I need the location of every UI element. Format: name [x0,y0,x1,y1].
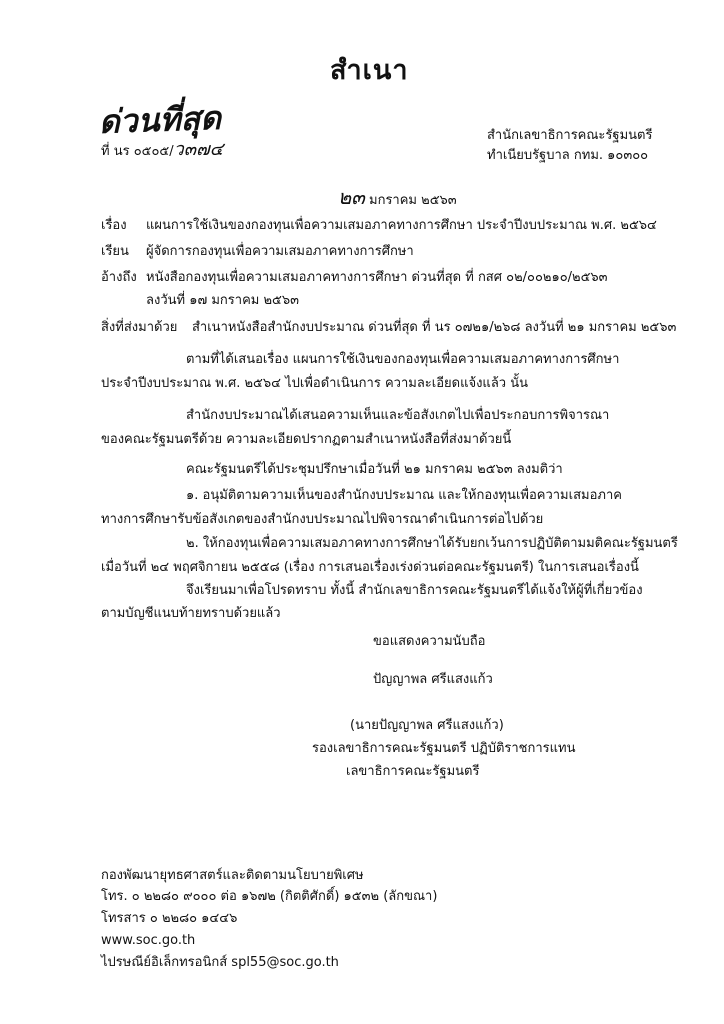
reference-label: อ้างถึง [101,270,137,285]
paragraph-3: คณะรัฐมนตรีได้ประชุมปรึกษาเมื่อวันที่ ๒๑ มกราคม ๒๕๖๓ ลงมติว่า [186,462,563,477]
footer-division: กองพัฒนายุทธศาสตร์และติดตามนโยบายพิเศษ [101,868,364,883]
paragraph-4-line-2: ตามบัญชีแนบท้ายทราบด้วยแล้ว [101,606,281,621]
resolution-item-2-line-2: เมื่อวันที่ ๒๔ พฤศจิกายน ๒๕๕๘ (เรื่อง การเสนอเรื่องเร่งด่วนต่อคณะรัฐมนตรี) ในการเสนอเรื่องนี้ [101,560,639,575]
paragraph-2-line-2: ของคณะรัฐมนตรีด้วย ความละเอียดปรากฏตามสำเนาหนังสือที่ส่งมาด้วยนี้ [101,432,512,447]
subject-text: แผนการใช้เงินของกองทุนเพื่อความเสมอภาคทางการศึกษา ประจำปีงบประมาณ พ.ศ. ๒๕๖๔ [146,218,657,233]
reference-text-line-1: หนังสือกองทุนเพื่อความเสมอภาคทางการศึกษา ด่วนที่สุด ที่ กสศ ๐๒/๐๐๒๑๐/๒๕๖๓ [146,270,608,285]
reference-prefix: ที่ นร [101,144,130,159]
office-address-line-2: ทำเนียบรัฐบาล กทม. ๑๐๓๐๐ [487,148,649,163]
reference-number [101,139,224,160]
resolution-item-1-line-1: ๑. อนุมัติตามความเห็นของสำนักงบประมาณ และให้กองทุนเพื่อความเสมอภาค [186,488,622,503]
signer-position-line-1: รองเลขาธิการคณะรัฐมนตรี ปฏิบัติราชการแทน [312,741,576,756]
closing-salutation: ขอแสดงความนับถือ [373,634,486,649]
footer-email: ไปรษณีย์อิเล็กทรอนิกส์ spl55@soc.go.th [101,955,339,970]
reference-text-line-2: ลงวันที่ ๑๗ มกราคม ๒๕๖๓ [146,293,300,308]
footer-fax: โทรสาร ๐ ๒๒๘๐ ๑๔๔๖ [101,911,238,926]
signature-name: ปัญญาพล ศรีแสงแก้ว [373,672,493,687]
paragraph-4-line-1: จึงเรียนมาเพื่อโปรดทราบ ทั้งนี้ สำนักเลขาธิการคณะรัฐมนตรีได้แจ้งให้ผู้ที่เกี่ยวข้อง [186,583,643,598]
signer-position-line-2: เลขาธิการคณะรัฐมนตรี [346,764,480,779]
copy-mark: สำเนา [330,55,409,86]
paragraph-1-line-2: ประจำปีงบประมาณ พ.ศ. ๒๕๖๔ ไปเพื่อดำเนินการ ความละเอียดแจ้งแล้ว นั้น [101,376,528,391]
urgency-stamp: ด่วนที่สุด [98,98,222,141]
resolution-item-2-line-1: ๒. ให้กองทุนเพื่อความเสมอภาคทางการศึกษาได้รับยกเว้นการปฏิบัติตามมติคณะรัฐมนตรี [186,536,678,551]
footer-website: www.soc.go.th [101,933,196,948]
reference-number-handwritten: ว๓๗๔ [173,139,224,160]
enclosure-text: สำเนาหนังสือสำนักงบประมาณ ด่วนที่สุด ที่ นร ๐๗๒๑/๒๖๘ ลงวันที่ ๒๑ มกราคม ๒๕๖๓ [192,320,677,335]
letter-date [338,185,457,209]
paragraph-1-line-1: ตามที่ได้เสนอเรื่อง แผนการใช้เงินของกองทุนเพื่อความเสมอภาคทางการศึกษา [186,352,620,367]
date-day-handwritten: ๒๓ [338,185,365,209]
enclosure-label: สิ่งที่ส่งมาด้วย [101,320,178,335]
footer-phone: โทร. ๐ ๒๒๘๐ ๙๐๐๐ ต่อ ๑๖๗๒ (กิตติศักดิ์) ๑๕๓๒ (ลักขณา) [101,889,438,904]
office-address-line-1: สำนักเลขาธิการคณะรัฐมนตรี [487,128,653,143]
resolution-item-1-line-2: ทางการศึกษารับข้อสังเกตของสำนักงบประมาณไปพิจารณาดำเนินการต่อไปด้วย [101,512,544,527]
date-month-year: มกราคม ๒๕๖๓ [369,193,457,208]
recipient-label: เรียน [101,244,129,259]
reference-number-printed: ๐๕๐๕/ [133,144,174,159]
paragraph-2-line-1: สำนักงบประมาณได้เสนอความเห็นและข้อสังเกตไปเพื่อประกอบการพิจารณา [186,408,610,423]
signer-full-name: (นายปัญญาพล ศรีแสงแก้ว) [350,718,504,733]
recipient-text: ผู้จัดการกองทุนเพื่อความเสมอภาคทางการศึกษา [146,244,414,259]
subject-label: เรื่อง [101,218,127,233]
